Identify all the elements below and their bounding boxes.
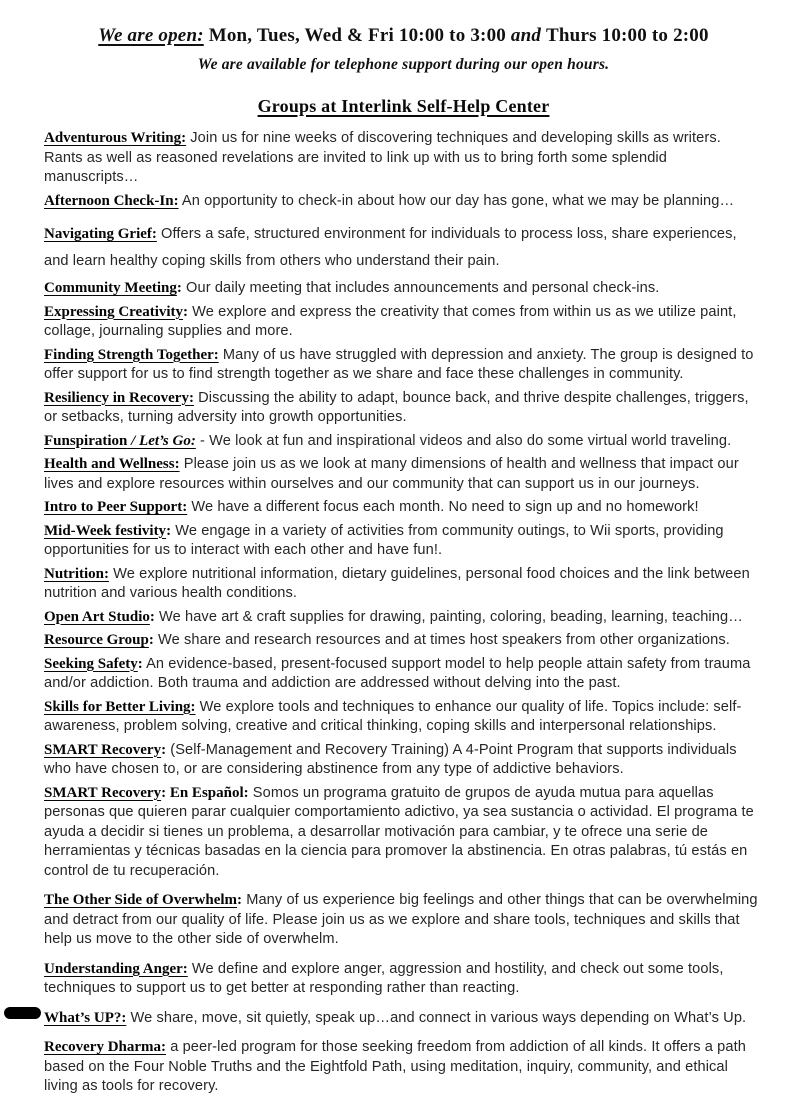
group-description: Discussing the ability to adapt, bounce back, and thrive despite challenges, triggers, or setbacks, turning adversity into growth opportunities. bbox=[44, 389, 749, 425]
telephone-support-note: We are available for telephone support during our open hours. bbox=[197, 56, 610, 73]
group-name-tail: : bbox=[137, 655, 143, 672]
group-description: a peer-led program for those seeking freedom from addiction of all kinds. It offers a path based on the Four Noble Truths and the Eightfold Path, using meditation, inquiry, community, and ethical living as tools for recovery. bbox=[44, 1039, 746, 1094]
group-entry bbox=[44, 192, 763, 212]
group-name: Mid-Week festivity bbox=[44, 522, 167, 539]
group-entry bbox=[44, 432, 763, 452]
group-name: Seeking Safety bbox=[44, 655, 138, 672]
hours-part1: Mon, Tues, Wed & Fri 10:00 to 3:00 bbox=[208, 25, 506, 46]
group-description: Join us for nine weeks of discovering techniques and developing skills as writers. Rants as well as reasoned revelations are invited to link up with us to bring forth some splendid manuscripts… bbox=[44, 130, 721, 185]
group-entry bbox=[44, 698, 763, 737]
group-entry bbox=[44, 346, 763, 385]
group-name: What’s UP?: bbox=[44, 1009, 127, 1026]
group-name: Afternoon Check-In: bbox=[44, 192, 179, 209]
group-description: We have art & craft supplies for drawing, painting, coloring, beading, learning, teaching… bbox=[154, 608, 743, 625]
page-title: Groups at Interlink Self-Help Center bbox=[257, 96, 550, 116]
group-name: Open Art Studio bbox=[44, 608, 150, 625]
group-name: Understanding Anger: bbox=[44, 960, 188, 977]
group-name-tail: : bbox=[149, 608, 155, 625]
group-name: Funspiration bbox=[44, 432, 128, 449]
group-description: An evidence-based, present-focused support model to help people attain safety from trauma and/or addiction. Both trauma and addiction are addressed without delving into the past. bbox=[44, 655, 751, 691]
group-entry bbox=[44, 221, 763, 275]
group-entry bbox=[44, 784, 763, 882]
group-description: An opportunity to check-in about how our day has gone, what we may be planning… bbox=[178, 192, 735, 209]
group-description: Our daily meeting that includes announcements and personal check-ins. bbox=[181, 280, 660, 296]
group-name-tail: : En Español: bbox=[161, 784, 249, 801]
hours-conjunction: and bbox=[510, 25, 542, 46]
group-entry bbox=[44, 303, 763, 342]
open-label: We are open: bbox=[98, 25, 204, 46]
group-name: Community Meeting bbox=[44, 280, 177, 296]
group-entry bbox=[44, 279, 763, 299]
group-name: The Other Side of Overwhelm bbox=[44, 892, 238, 908]
group-name: SMART Recovery bbox=[44, 741, 162, 758]
group-name-tail: : bbox=[148, 632, 154, 648]
group-entry bbox=[44, 1009, 763, 1029]
group-name: Resource Group bbox=[44, 632, 149, 648]
group-description: We explore nutritional information, dietary guidelines, personal food choices and the link between nutrition and various health conditions. bbox=[44, 565, 750, 601]
group-name: Health and Wellness: bbox=[44, 456, 180, 472]
group-description: - We look at fun and inspirational videos and also do some virtual world traveling. bbox=[195, 432, 732, 449]
group-name: Skills for Better Living: bbox=[44, 698, 196, 715]
group-name: Recovery Dharma: bbox=[44, 1039, 167, 1055]
group-name: Resiliency in Recovery: bbox=[44, 389, 194, 406]
footer-bar bbox=[4, 1007, 41, 1019]
group-entry bbox=[44, 960, 763, 999]
group-description: (Self-Management and Recovery Training) A 4-Point Program that supports individuals who have chosen to, or are considering abstinence from any type of addictive behaviors. bbox=[44, 741, 737, 777]
group-description: We define and explore anger, aggression and hostility, and check out some tools, techniques to support us to get better at responding rather than reacting. bbox=[44, 960, 724, 996]
group-name-tail: : bbox=[237, 892, 243, 908]
hours-part2: Thurs 10:00 to 2:00 bbox=[546, 25, 709, 46]
group-description: Somos un programa gratuito de grupos de ayuda mutua para aquellas personas que quieren parar cualquier comportamiento adictivo, ya sea sustancia o actividad. El programa te ayuda a decidir si tienes un problema, a desarrollar motivación para cambiar, y te ofrece una serie de herramientas y técnicas basadas en la ciencia para promover la abstinencia. En otras palabras, tú estás en control de tu recuperación. bbox=[44, 784, 754, 879]
group-entry bbox=[44, 608, 763, 628]
group-entry bbox=[44, 741, 763, 780]
group-name: SMART Recovery bbox=[44, 784, 162, 801]
group-entry bbox=[44, 891, 763, 950]
group-entry bbox=[44, 1038, 763, 1097]
group-description: We explore tools and techniques to enhance our quality of life. Topics include: self-awareness, problem solving, creative and critical thinking, coping skills and interpersonal relationships. bbox=[44, 698, 742, 734]
group-description: We engage in a variety of activities from community outings, to Wii sports, providing opportunities for us to interact with each other and have fun!. bbox=[44, 522, 724, 558]
groups-list bbox=[44, 129, 763, 1097]
group-name: Finding Strength Together: bbox=[44, 346, 219, 363]
group-name-tail: : bbox=[176, 280, 182, 296]
group-entry bbox=[44, 631, 763, 651]
group-description: We have a different focus each month. No need to sign up and no homework! bbox=[187, 499, 699, 515]
group-name: Navigating Grief: bbox=[44, 226, 157, 242]
group-description: Offers a safe, structured environment for individuals to process loss, share experiences, and learn healthy coping skills from others who understand their pain. bbox=[44, 226, 737, 269]
group-entry bbox=[44, 129, 763, 188]
group-name-tail: : bbox=[161, 741, 167, 758]
group-name: Adventurous Writing: bbox=[44, 130, 187, 146]
group-name: Intro to Peer Support: bbox=[44, 499, 188, 515]
group-description: We share, move, sit quietly, speak up…and connect in various ways depending on What’s Up. bbox=[126, 1009, 747, 1026]
group-entry bbox=[44, 455, 763, 494]
group-description: We share and research resources and at times host speakers from other organizations. bbox=[153, 632, 730, 648]
group-description: Many of us experience big feelings and other things that can be overwhelming and detract from our quality of life. Please join us as we explore and share tools, techniques and skills that help us move to the other side of overwhelm. bbox=[44, 892, 758, 947]
group-name: Nutrition: bbox=[44, 565, 109, 582]
group-description: Many of us have struggled with depression and anxiety. The group is designed to offer support for us to find strength together as we share and face these challenges in community. bbox=[44, 346, 754, 382]
group-entry bbox=[44, 565, 763, 604]
open-hours-line bbox=[44, 24, 763, 48]
group-name-italic: / Let’s Go: bbox=[127, 432, 196, 449]
group-description: Please join us as we look at many dimensions of health and wellness that impact our lives and explore resources within ourselves and our community that can support us in our journeys. bbox=[44, 456, 739, 492]
group-entry bbox=[44, 389, 763, 428]
group-entry bbox=[44, 522, 763, 561]
group-name-tail: : bbox=[183, 303, 189, 320]
group-name-tail: : bbox=[166, 522, 172, 539]
group-description: We explore and express the creativity that comes from within us as we utilize paint, collage, journaling supplies and more. bbox=[44, 303, 737, 339]
header bbox=[44, 24, 763, 74]
group-name: Expressing Creativity bbox=[44, 303, 184, 320]
group-entry bbox=[44, 655, 763, 694]
group-entry bbox=[44, 498, 763, 518]
